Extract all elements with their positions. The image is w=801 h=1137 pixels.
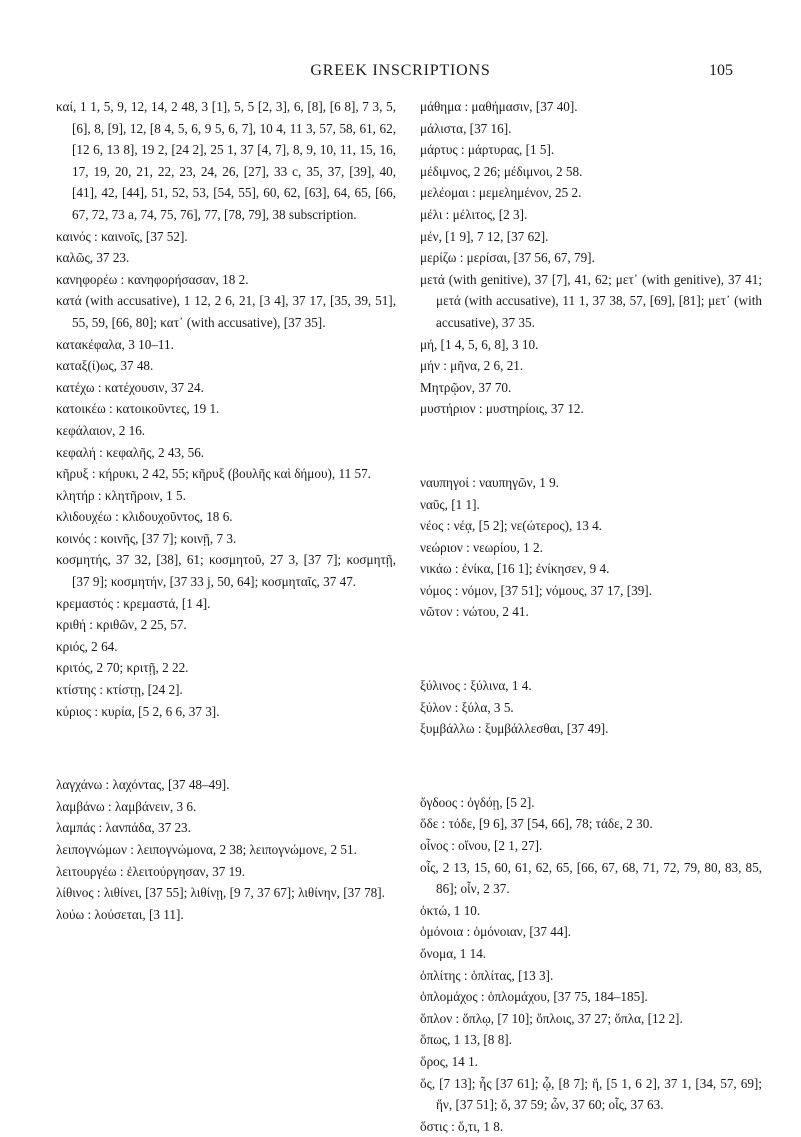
index-entry: λαμβάνω : λαμβάνειν, 3 6.	[56, 798, 197, 814]
index-entry: μάλιστα, [37 16].	[420, 120, 512, 136]
index-entry: κεφαλή : κεφαλῆς, 2 43, 56.	[56, 444, 205, 460]
index-entry: μέν, [1 9], 7 12, [37 62].	[420, 228, 549, 244]
section-gap	[420, 436, 762, 456]
index-entry: κοσμητής, 37 32, [38], 61; κοσμητοῦ, 27 3, [37 7]; κοσμητῇ, [37 9]; κοσμητήν, [37 33 j, 50, 64]; κοσμηταῖς, 37 47.	[56, 552, 396, 590]
index-entry: κατά (with accusative), 1 12, 2 6, 21, [3 4], 37 17, [35, 39, 51], 55, 59, [66, 80]; κατ᾽ (with accusative), [37 35].	[56, 293, 396, 330]
index-entry: λούω : λούσεται, [3 11].	[56, 906, 184, 922]
index-entry: κεφάλαιον, 2 16.	[56, 422, 146, 438]
index-entry: μερίζω : μερίσαι, [37 56, 67, 79].	[420, 250, 595, 266]
index-entry: καλῶς, 37 23.	[56, 250, 130, 266]
index-entry: κλιδουχέω : κλιδουχοῦντος, 18 6.	[56, 509, 233, 525]
index-entry: κοινός : κοινῆς, [37 7]; κοινῇ, 7 3.	[56, 530, 237, 546]
index-entry: ὅς, [7 13]; ἧς [37 61]; ᾧ, [8 7]; ἥ, [5 1, 6 2], 37 1, [34, 57, 69]; ἥν, [37 51]; ὅ, 37 59; ὧν, 37 60; οἷς, 37 63.	[420, 1075, 762, 1113]
index-entry: κατοικέω : κατοικοῦντες, 19 1.	[56, 401, 220, 417]
index-entry: ξύλον : ξύλα, 3 5.	[420, 699, 514, 715]
page-header	[0, 62, 801, 84]
index-entry: λειτουργέω : ἐλειτούργησαν, 37 19.	[56, 863, 246, 879]
index-entry: κρεμαστός : κρεμαστά, [1 4].	[56, 595, 211, 611]
index-entry: νέος : νέᾳ, [5 2]; νε(ώτερος), 13 4.	[420, 518, 602, 534]
index-entry: μυστήριον : μυστηρίοις, 37 12.	[420, 401, 584, 417]
section-gap	[420, 756, 762, 776]
index-entry: οἶνος : οἴνου, [2 1, 27].	[420, 838, 543, 854]
index-entry: κλητήρ : κλητῆροιν, 1 5.	[56, 487, 186, 503]
index-entry: ὅδε : τόδε, [9 6], 37 [54, 66], 78; τάδε, 2 30.	[420, 816, 653, 832]
index-entry: ὄνομα, 1 14.	[420, 946, 487, 961]
index-entry: κτίστης : κτίστῃ, [24 2].	[56, 682, 183, 698]
index-entry: λίθινος : λιθίνει, [37 55]; λιθίνῃ, [9 7, 37 67]; λιθίνην, [37 78].	[56, 885, 385, 901]
index-entry: ὅστις : ὅ,τι, 1 8.	[420, 1118, 504, 1134]
index-entry: μελέομαι : μεμελημένον, 25 2.	[420, 185, 582, 201]
index-entry: κύριος : κυρία, [5 2, 6 6, 37 3].	[56, 703, 220, 719]
index-entry: μέδιμνος, 2 26; μέδιμνοι, 2 58.	[420, 163, 583, 179]
index-column-right	[420, 96, 762, 1137]
index-entry: ξύλινος : ξύλινα, 1 4.	[420, 678, 532, 694]
index-entry: νόμος : νόμον, [37 51]; νόμους, 37 17, [39].	[420, 582, 652, 598]
index-entry: μή, [1 4, 5, 6, 8], 3 10.	[420, 336, 539, 352]
index-entry: ὁμόνοια : ὁμόνοιαν, [37 44].	[420, 924, 572, 940]
index-entry: ξυμβάλλω : ξυμβάλλεσθαι, [37 49].	[420, 721, 609, 737]
index-entry: μήν : μῆνα, 2 6, 21.	[420, 358, 524, 374]
index-entry: καταξ(ί)ως, 37 48.	[56, 358, 154, 374]
index-entry: νῶτον : νώτου, 2 41.	[420, 604, 529, 620]
index-entry: καί, 1 1, 5, 9, 12, 14, 2 48, 3 [1], 5, 5 [2, 3], 6, [8], [6 8], 7 3, 5, [6], 8, [9], 12, [8 4, 5, 6, 9 5, 6, 7], 10 4, 11 3, 57, 58, 61, 62, [12 6, 13 8], 19 2, [24 2], 25 1, 37 [4, 7], 8, 9, 10, 11, 15, 16, 17, 19, 20, 21, 22, 23, 24, 26, [27], 33 c, 35, 37, [39], 40, [41], 42, [44], 51, 52, 53, [54, 55], 60, 62, [63], 64, 65, [66, 67, 72, 73 a, 74, 75, 76], 77, [78, 79], 38 subscription.	[56, 99, 396, 222]
page-number: 105	[709, 62, 733, 79]
index-entry: κατακέφαλα, 3 10–11.	[56, 336, 174, 352]
index-column-left	[56, 96, 396, 925]
index-entry: ὅπως, 1 13, [8 8].	[420, 1032, 512, 1048]
index-entry: ὄγδοος : ὀγδόῃ, [5 2].	[420, 794, 535, 810]
index-entry: λαμπάς : λανπάδα, 37 23.	[56, 820, 191, 836]
running-title: GREEK INSCRIPTIONS	[310, 62, 491, 79]
index-entry: λαγχάνω : λαχόντας, [37 48–49].	[56, 777, 230, 793]
section-gap	[56, 738, 396, 758]
index-entry: κῆρυξ : κήρυκι, 2 42, 55; κῆρυξ (βουλῆς καὶ δήμου), 11 57.	[56, 466, 371, 482]
index-entry: κατέχω : κατέχουσιν, 37 24.	[56, 379, 204, 395]
index-entry: ὅπλον : ὅπλῳ, [7 10]; ὅπλοις, 37 27; ὅπλα, [12 2].	[420, 1010, 683, 1026]
index-entry: ναυπηγοί : ναυπηγῶν, 1 9.	[420, 474, 559, 490]
index-entry: οἶς, 2 13, 15, 60, 61, 62, 65, [66, 67, 68, 71, 72, 79, 80, 83, 85, 86]; οἶν, 2 37.	[420, 859, 762, 897]
index-entry: μάθημα : μαθήμασιν, [37 40].	[420, 99, 578, 114]
index-entry: ὅρος, 14 1.	[420, 1053, 478, 1069]
index-entry: ναῦς, [1 1].	[420, 496, 480, 512]
index-entry: μετά (with genitive), 37 [7], 41, 62; μετ᾽ (with genitive), 37 41; μετά (with accusative), 11 1, 37 38, 57, [69], [81]; μετ᾽ (with accusative), 37 35.	[420, 271, 762, 330]
index-entry: μάρτυς : μάρτυρας, [1 5].	[420, 142, 555, 158]
index-entry: ὀκτώ, 1 10.	[420, 902, 481, 918]
index-entry: Μητρῷον, 37 70.	[420, 379, 512, 395]
index-entry: κανηφορέω : κανηφορήσασαν, 18 2.	[56, 271, 249, 287]
index-entry: ὁπλίτης : ὁπλίτας, [13 3].	[420, 967, 554, 983]
index-entry: λειπογνώμων : λειπογνώμονα, 2 38; λειπογνώμονε, 2 51.	[56, 842, 357, 857]
section-gap	[420, 639, 762, 659]
index-entry: κριός, 2 64.	[56, 638, 118, 654]
index-entry: νεώριον : νεωρίου, 1 2.	[420, 539, 543, 555]
index-entry: νικάω : ἐνίκα, [16 1]; ἐνίκησεν, 9 4.	[420, 561, 610, 577]
index-entry: ὁπλομάχος : ὁπλομάχου, [37 75, 184–185].	[420, 989, 648, 1005]
index-entry: μέλι : μέλιτος, [2 3].	[420, 206, 528, 222]
index-entry: καινός : καινοῖς, [37 52].	[56, 228, 188, 244]
index-entry: κριτός, 2 70; κριτῇ, 2 22.	[56, 660, 189, 676]
index-entry: κριθή : κριθῶν, 2 25, 57.	[56, 617, 187, 633]
